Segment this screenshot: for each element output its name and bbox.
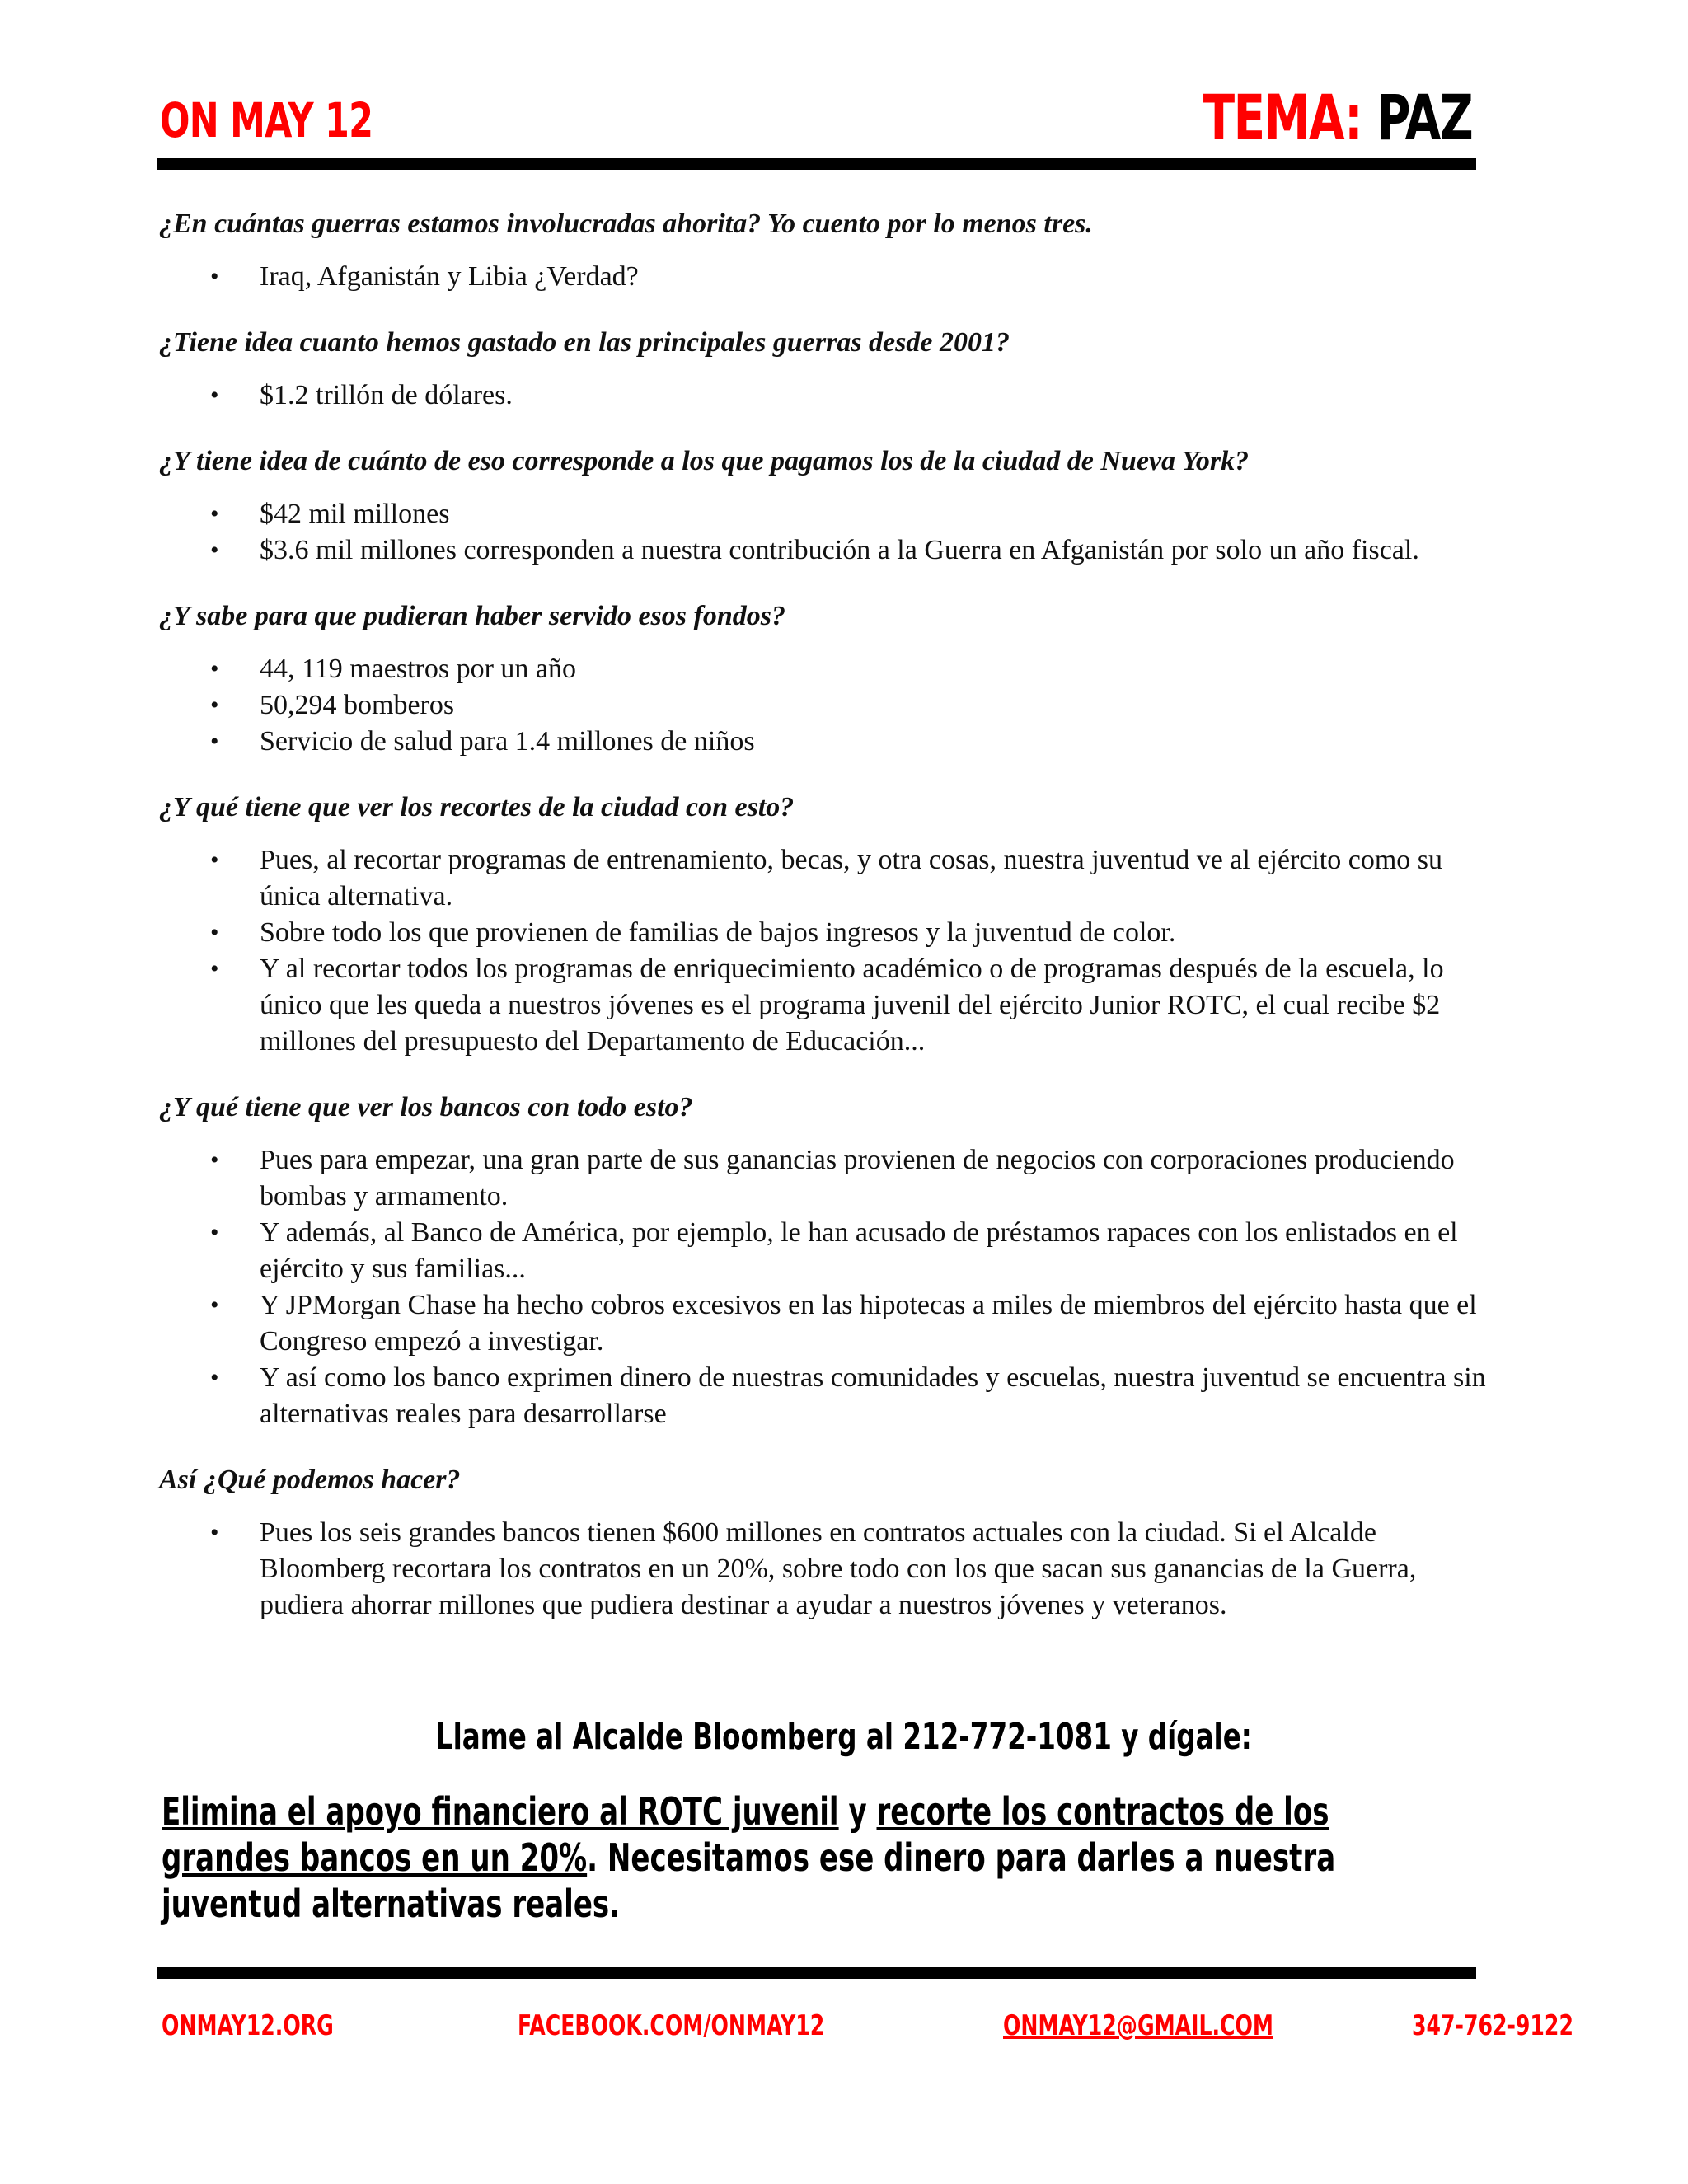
list-item [159, 496, 1494, 532]
list-item-text: 50,294 bomberos [260, 690, 455, 720]
demand-statement [162, 1788, 1461, 1927]
list-item [159, 1360, 1494, 1432]
bullet-icon: • [210, 1219, 219, 1246]
section-answer-list [159, 651, 1494, 760]
bullet-icon: • [210, 919, 219, 946]
section-answer-list [159, 496, 1494, 569]
list-item-text: Pues, al recortar programas de entrenamiento, becas, y otra cosas, nuestra juventud ve al ejército como su única alternativa. [260, 845, 1443, 912]
bullet-icon: • [210, 655, 219, 682]
list-item-text: Y además, al Banco de América, por ejemplo, le han acusado de préstamos rapaces con los enlistados en el ejército y sus familias... [260, 1217, 1458, 1284]
section-answer-list [159, 1515, 1494, 1624]
list-item [159, 1515, 1494, 1624]
header-title: ON MAY 12 [160, 92, 373, 148]
list-item-text: Sobre todo los que provienen de familias de bajos ingresos y la juventud de color. [260, 917, 1176, 948]
section-answer-list [159, 377, 1494, 414]
bullet-icon: • [210, 846, 219, 874]
top-divider [157, 158, 1476, 170]
demand-part-4: . Necesitamos ese dinero para darles a nuestra juventud alternativas reales. [162, 1835, 1336, 1926]
list-item-text: $42 mil millones [260, 499, 450, 529]
list-item [159, 724, 1494, 760]
list-item-text: Y JPMorgan Chase ha hecho cobros excesivos en las hipotecas a miles de miembros del ejército hasta que el Congreso empezó a investigar. [260, 1290, 1477, 1357]
qa-content [159, 206, 1494, 1653]
bullet-icon: • [210, 1291, 219, 1319]
bullet-icon: • [210, 1519, 219, 1546]
bullet-icon: • [210, 263, 219, 290]
demand-part-3: recorte los contractos de los grandes bancos en un 20% [162, 1789, 1329, 1880]
list-item-text: Y así como los banco exprimen dinero de nuestras comunidades y escuelas, nuestra juventud se encuentra sin alternativas reales para desarrollarse [260, 1362, 1486, 1429]
bullet-icon: • [210, 1364, 219, 1391]
footer-facebook-link[interactable]: FACEBOOK.COM/ONMAY12 [518, 2009, 825, 2042]
list-item [159, 951, 1494, 1060]
list-item [159, 1287, 1494, 1360]
section-question: ¿Y tiene idea de cuánto de eso corresponde a los que pagamos los de la ciudad de Nueva York? [159, 446, 1250, 476]
section-answer-list [159, 1142, 1494, 1432]
list-item-text: 44, 119 maestros por un año [260, 654, 577, 684]
bullet-icon: • [210, 537, 219, 564]
section-question: ¿En cuántas guerras estamos involucradas ahorita? Yo cuento por lo menos tres. [159, 209, 1093, 239]
section-question: ¿Y qué tiene que ver los recortes de la ciudad con esto? [159, 792, 795, 823]
list-item [159, 651, 1494, 687]
list-item-text: Y al recortar todos los programas de enriquecimiento académico o de programas después de la escuela, lo único que les queda a nuestros jóvenes es el programa juvenil del ejército Junior ROTC, el cual recibe $2 millones del presupuesto del Departamento de Educación... [260, 954, 1444, 1057]
bullet-icon: • [210, 500, 219, 527]
section-answer-list [159, 259, 1494, 295]
list-item-text: Servicio de salud para 1.4 millones de niños [260, 726, 755, 757]
list-item-text: Iraq, Afganistán y Libia ¿Verdad? [260, 261, 639, 292]
footer-email-link[interactable]: ONMAY12@GMAIL.COM [1003, 2009, 1273, 2042]
list-item-text: Pues los seis grandes bancos tienen $600 millones en contratos actuales con la ciudad. Si el Alcalde Bloomberg recortara los contratos en un 20%, sobre todo con los que sacan sus ganancias de la Guerra, pudiera ahorrar millones que pudiera destinar a ayudar a nuestros jóvenes y veteranos. [260, 1517, 1417, 1620]
bullet-icon: • [210, 691, 219, 719]
list-item [159, 687, 1494, 724]
call-to-action [0, 1716, 1688, 1758]
bullet-icon: • [210, 382, 219, 409]
section-question: Así ¿Qué podemos hacer? [159, 1465, 461, 1495]
topic-label: TEMA: [1203, 81, 1362, 154]
footer-phone: 347-762-9122 [1412, 2009, 1573, 2042]
list-item-text: $3.6 mil millones corresponden a nuestra contribución a la Guerra en Afganistán por solo un año fiscal. [260, 535, 1419, 565]
list-item [159, 532, 1494, 569]
demand-part-1: Elimina el apoyo financiero al ROTC juvenil [162, 1789, 839, 1834]
section-question: ¿Y qué tiene que ver los bancos con todo esto? [159, 1092, 693, 1122]
bottom-divider [157, 1967, 1476, 1979]
bullet-icon: • [210, 1146, 219, 1174]
topic-value: PAZ [1376, 81, 1472, 154]
section-question: ¿Y sabe para que pudieran haber servido esos fondos? [159, 601, 785, 631]
list-item [159, 1142, 1494, 1215]
list-item-text: $1.2 trillón de dólares. [260, 380, 513, 410]
section-question: ¿Tiene idea cuanto hemos gastado en las principales guerras desde 2001? [159, 327, 1010, 358]
list-item [159, 377, 1494, 414]
section-answer-list [159, 842, 1494, 1060]
call-to-action-text: Llame al Alcalde Bloomberg al 212-772-1081 y dígale: [436, 1716, 1252, 1758]
bullet-icon: • [210, 728, 219, 755]
list-item [159, 1215, 1494, 1287]
header-topic [1203, 81, 1472, 154]
bullet-icon: • [210, 955, 219, 982]
list-item-text: Pues para empezar, una gran parte de sus ganancias provienen de negocios con corporaciones produciendo bombas y armamento. [260, 1145, 1455, 1212]
list-item [159, 842, 1494, 915]
list-item [159, 259, 1494, 295]
list-item [159, 915, 1494, 951]
demand-part-2: y [838, 1789, 877, 1834]
footer-website-link[interactable]: ONMAY12.ORG [162, 2009, 334, 2042]
